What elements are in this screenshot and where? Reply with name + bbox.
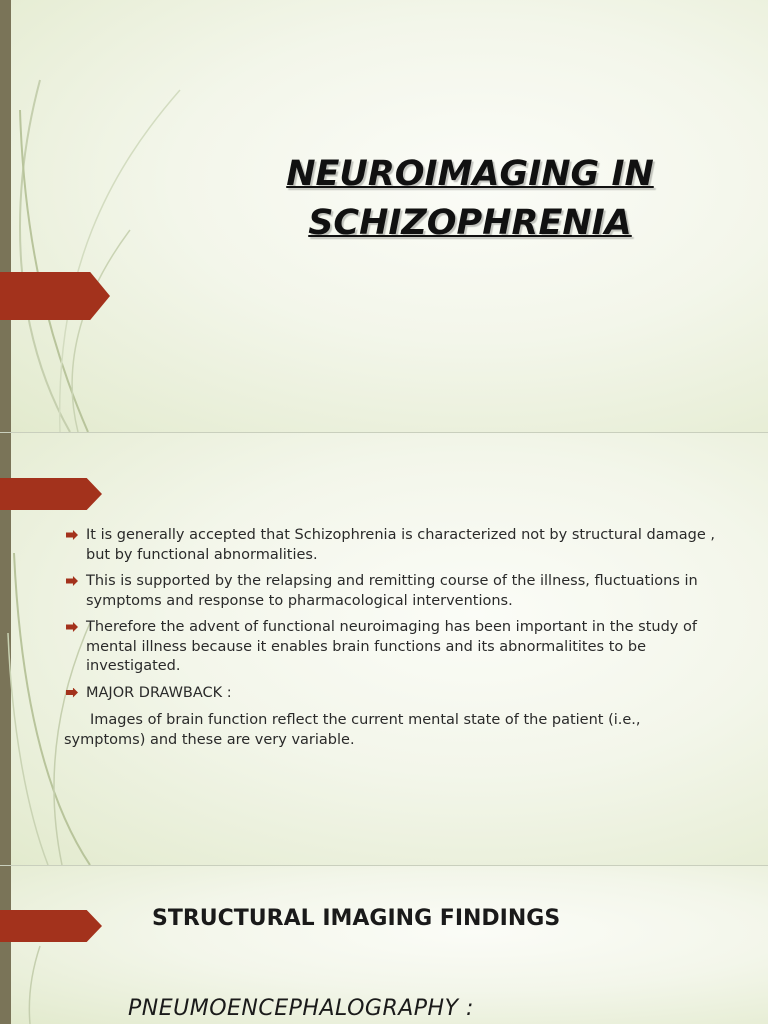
slide-functional-imaging <box>0 433 768 865</box>
slide-title <box>0 0 768 432</box>
decorative-swoosh <box>0 0 200 432</box>
slide-title-text <box>250 150 690 248</box>
drawback-note: Images of brain function reflect the current mental state of the patient (i.e., symptoms) and these are very variable. <box>64 712 641 748</box>
bullet-text: Therefore the advent of functional neuroimaging has been important in the study of mental illness because it enables brain functions and its abnormalitites to be investigated. <box>86 619 697 674</box>
title-line-1: NEUROIMAGING IN <box>286 154 654 194</box>
section-subheading: PNEUMOENCEPHALOGRAPHY : <box>128 996 474 1021</box>
accent-arrow-tab <box>0 478 102 510</box>
bullet-arrow-icon <box>66 622 78 632</box>
bullet-arrow-icon <box>66 688 78 698</box>
bullet-text: This is supported by the relapsing and remitting course of the illness, fluctuations in symptoms and response to pharmacological interventions. <box>86 573 698 609</box>
bullet-item <box>64 684 724 704</box>
bullet-item <box>64 618 724 677</box>
bullet-arrow-icon <box>66 530 78 540</box>
accent-arrow-tab <box>0 272 110 320</box>
accent-arrow-tab <box>0 910 102 942</box>
bullet-item <box>64 526 724 565</box>
bullet-text: It is generally accepted that Schizophrenia is characterized not by structural damage , but by functional abnormalities. <box>86 527 715 563</box>
bullet-item <box>64 572 724 611</box>
bullet-list <box>64 526 724 710</box>
bullet-arrow-icon <box>66 576 78 586</box>
bullet-text: MAJOR DRAWBACK : <box>86 684 232 701</box>
title-line-2: SCHIZOPHRENIA <box>308 203 632 243</box>
section-heading: STRUCTURAL IMAGING FINDINGS <box>152 906 561 931</box>
slide-structural-imaging <box>0 866 768 1024</box>
